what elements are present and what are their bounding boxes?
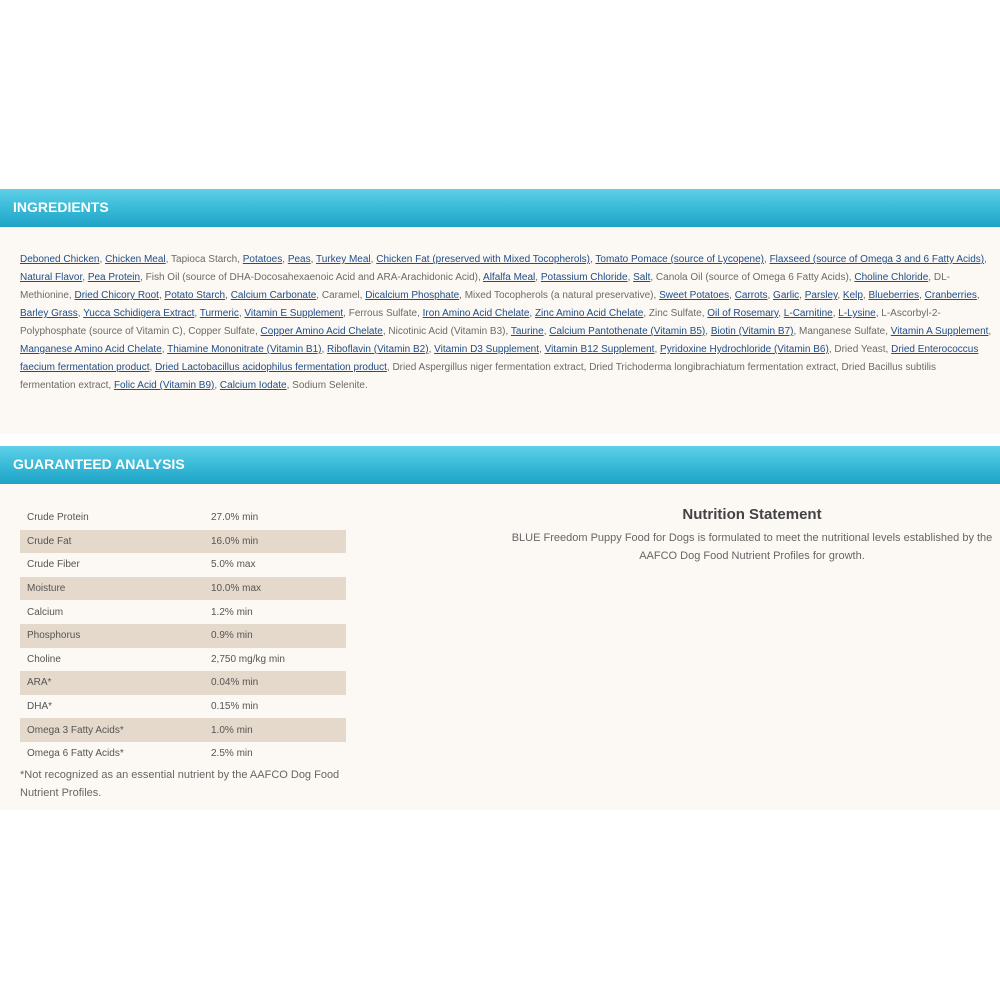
nutrient-value: 10.0% max [205,577,346,601]
ingredient-link[interactable]: Choline Chloride [854,272,929,283]
nutrient-name: Crude Fiber [27,559,80,571]
ingredient-link[interactable]: Potatoes [242,254,283,265]
ingredients-title: INGREDIENTS [13,199,109,215]
guaranteed-analysis-title: GUARANTEED ANALYSIS [13,456,185,472]
nutrition-statement [502,506,1000,565]
analysis-row [20,530,346,554]
ingredients-panel [0,227,1000,434]
nutrient-value: 2.5% min [211,748,253,760]
ingredient-link[interactable]: Biotin (Vitamin B7) [710,326,794,337]
nutrient-value: 1.2% min [211,606,253,618]
nutrient-value: 0.15% min [211,701,259,713]
ingredient-text: Zinc Sulfate [648,308,702,319]
analysis-row [20,553,346,577]
ingredient-text: Copper Sulfate [188,326,255,337]
ingredient-link[interactable]: Turkey Meal [316,254,371,265]
ingredient-link[interactable]: Taurine [510,326,544,337]
ingredient-link[interactable]: L-Lysine [838,308,876,319]
nutrient-name: Crude Protein [27,512,89,524]
ingredient-link[interactable]: Calcium Carbonate [230,290,317,301]
nutrient-name: Choline [27,653,61,665]
analysis-row [20,695,346,719]
ingredient-link[interactable]: Vitamin B12 Supplement [544,344,655,355]
analysis-row [20,577,346,601]
ingredient-link[interactable]: Kelp [842,290,863,301]
ingredient-text: L-Ascorbyl-2-Polyphosphate (source of Vitamin C) [20,308,941,337]
ingredient-link[interactable]: Barley Grass [20,308,78,319]
ingredient-link[interactable]: Pea Protein [87,272,141,283]
ingredient-link[interactable]: Natural Flavor [20,272,83,283]
ingredient-text: Tapioca Starch [171,254,238,265]
ingredient-text: Dried Yeast [834,344,886,355]
ingredient-link[interactable]: Deboned Chicken [20,254,100,265]
ingredient-link[interactable]: Vitamin E Supplement [244,308,344,319]
ingredient-link[interactable]: Dried Chicory Root [74,290,159,301]
nutrient-value: 2,750 mg/kg min [211,653,285,665]
analysis-row [20,648,346,672]
ingredient-link[interactable]: Yucca Schidigera Extract [83,308,195,319]
ingredient-text: Manganese Sulfate [799,326,886,337]
ingredients-header [0,189,1000,227]
nutrient-value: 1.0% min [205,718,346,742]
ingredient-link[interactable]: Carrots [734,290,768,301]
nutrient-value: 27.0% min [211,512,259,524]
ingredient-link[interactable]: Tomato Pomace (source of Lycopene) [595,254,765,265]
ingredient-link[interactable]: Oil of Rosemary [707,308,779,319]
ingredient-text: Ferrous Sulfate [348,308,418,319]
ingredient-link[interactable]: Flaxseed (source of Omega 3 and 6 Fatty Acids) [769,254,985,265]
ingredient-link[interactable]: Riboflavin (Vitamin B2) [327,344,429,355]
analysis-row [20,742,346,766]
ingredient-link[interactable]: Dried Lactobacillus acidophilus fermentation product [155,362,387,373]
ingredient-link[interactable]: Manganese Amino Acid Chelate [20,344,162,355]
ingredient-text: Dried Aspergillus niger fermentation extract [392,362,584,373]
ingredient-link[interactable]: Folic Acid (Vitamin B9) [113,380,215,391]
analysis-row [20,671,346,695]
ingredient-link[interactable]: Potato Starch [164,290,226,301]
nutrient-name: Omega 6 Fatty Acids* [27,748,124,760]
ingredient-link[interactable]: Sweet Potatoes [659,290,730,301]
ingredient-text: DL-Methionine [20,272,950,301]
ingredient-text: Mixed Tocopherols (a natural preservative) [464,290,654,301]
ingredient-text: Sodium Selenite [292,380,365,391]
analysis-row [20,506,346,530]
ingredient-link[interactable]: Alfalfa Meal [483,272,536,283]
ingredient-link[interactable]: Garlic [773,290,800,301]
ingredient-link[interactable]: Calcium Iodate [219,380,287,391]
ingredient-link[interactable]: Dicalcium Phosphate [365,290,460,301]
ingredient-link[interactable]: Cranberries [924,290,977,301]
analysis-table [20,506,346,766]
nutrition-statement-body: BLUE Freedom Puppy Food for Dogs is formulated to meet the nutritional levels established by the AAFCO Dog Food Nutrient Profiles for growth. [511,532,993,562]
nutrient-value: 0.9% min [205,624,346,648]
analysis-row [20,624,346,648]
ingredient-link[interactable]: Potassium Chloride [540,272,628,283]
ingredient-link[interactable]: Blueberries [868,290,920,301]
ingredient-link[interactable]: Peas [287,254,311,265]
ingredient-text: Dried Trichoderma longibrachiatum fermentation extract [589,362,836,373]
ingredient-link[interactable]: Turmeric [199,308,239,319]
guaranteed-analysis-panel [0,484,1000,810]
ingredient-link[interactable]: Calcium Pantothenate (Vitamin B5) [549,326,706,337]
ingredient-text: Dried Bacillus subtilis fermentation extract [20,362,937,391]
analysis-row [20,718,346,742]
ingredient-link[interactable]: Zinc Amino Acid Chelate [534,308,644,319]
ingredient-link[interactable]: Vitamin A Supplement [890,326,989,337]
ingredient-link[interactable]: Iron Amino Acid Chelate [422,308,530,319]
nutrient-name: Moisture [20,577,205,601]
analysis-footnote: *Not recognized as an essential nutrient by the AAFCO Dog Food Nutrient Profiles. [20,769,340,799]
nutrient-name: Crude Fat [20,530,205,554]
ingredient-text: Fish Oil (source of DHA-Docosahexaenoic Acid and ARA-Arachidonic Acid) [145,272,479,283]
ingredient-text: Nicotinic Acid (Vitamin B3) [388,326,506,337]
ingredient-text: Canola Oil (source of Omega 6 Fatty Acids) [655,272,849,283]
nutrient-value: 0.04% min [205,671,346,695]
nutrient-name: Omega 3 Fatty Acids* [20,718,205,742]
ingredient-link[interactable]: Chicken Meal [105,254,166,265]
analysis-row [20,600,346,624]
ingredient-link[interactable]: L-Carnitine [783,308,833,319]
ingredient-link[interactable]: Parsley [804,290,838,301]
ingredient-link[interactable]: Vitamin D3 Supplement [434,344,540,355]
ingredient-link[interactable]: Copper Amino Acid Chelate [260,326,383,337]
ingredient-link[interactable]: Chicken Fat (preserved with Mixed Tocopherols) [376,254,591,265]
ingredient-link[interactable]: Pyridoxine Hydrochloride (Vitamin B6) [660,344,829,355]
nutrient-value: 5.0% max [211,559,256,571]
ingredient-text: Caramel [321,290,360,301]
ingredient-link[interactable]: Salt [633,272,651,283]
nutrient-name: Phosphorus [20,624,205,648]
guaranteed-analysis-header [0,446,1000,484]
nutrient-value: 16.0% min [205,530,346,554]
ingredient-link[interactable]: Dried Enterococcus faecium fermentation product [20,344,979,373]
nutrition-statement-title: Nutrition Statement [682,506,822,523]
ingredient-link[interactable]: Thiamine Mononitrate (Vitamin B1) [167,344,322,355]
nutrient-name: DHA* [27,701,53,713]
nutrient-name: Calcium [27,606,64,618]
nutrient-name: ARA* [20,671,205,695]
ingredients-list: Deboned Chicken, Chicken Meal, Tapioca Starch, Potatoes, Peas, Turkey Meal, Chicken Fat (preserved with Mixed Tocopherols), Tomato Pomace (source of Lycopene), Flaxseed (source of Omega 3 and 6 Fatty Acids), Natural Flavor, Pea Protein, Fish Oil (source of DHA-Docosahexaenoic Acid and ARA-Arachidonic Acid), Alfalfa Meal, Potassium Chloride, Salt, Canola Oil (source of Omega 6 Fatty Acids), Choline Chloride, DL-Methionine, Dried Chicory Root, Potato Starch, Calcium Carbonate, Caramel, Dicalcium Phosphate, Mixed Tocopherols (a natural preservative), Sweet Potatoes, Carrots, Garlic, Parsley, Kelp, Blueberries, Cranberries, Barley Grass, Yucca Schidigera Extract, Turmeric, Vitamin E Supplement, Ferrous Sulfate, Iron Amino Acid Chelate, Zinc Amino Acid Chelate, Zinc Sulfate, Oil of Rosemary, L-Carnitine, L-Lysine, L-Ascorbyl-2-Polyphosphate (source of Vitamin C), Copper Sulfate, Copper Amino Acid Chelate, Nicotinic Acid (Vitamin B3), Taurine, Calcium Pantothenate (Vitamin B5), Biotin (Vitamin B7), Manganese Sulfate, Vitamin A Supplement, Manganese Amino Acid Chelate, Thiamine Mononitrate (Vitamin B1), Riboflavin (Vitamin B2), Vitamin D3 Supplement, Vitamin B12 Supplement, Pyridoxine Hydrochloride (Vitamin B6), Dried Yeast, Dried Enterococcus faecium fermentation product, Dried Lactobacillus acidophilus fermentation product, Dried Aspergillus niger fermentation extract, Dried Trichoderma longibrachiatum fermentation extract, Dried Bacillus subtilis fermentation extract, Folic Acid (Vitamin B9), Calcium Iodate, Sodium Selenite. [20,254,992,391]
